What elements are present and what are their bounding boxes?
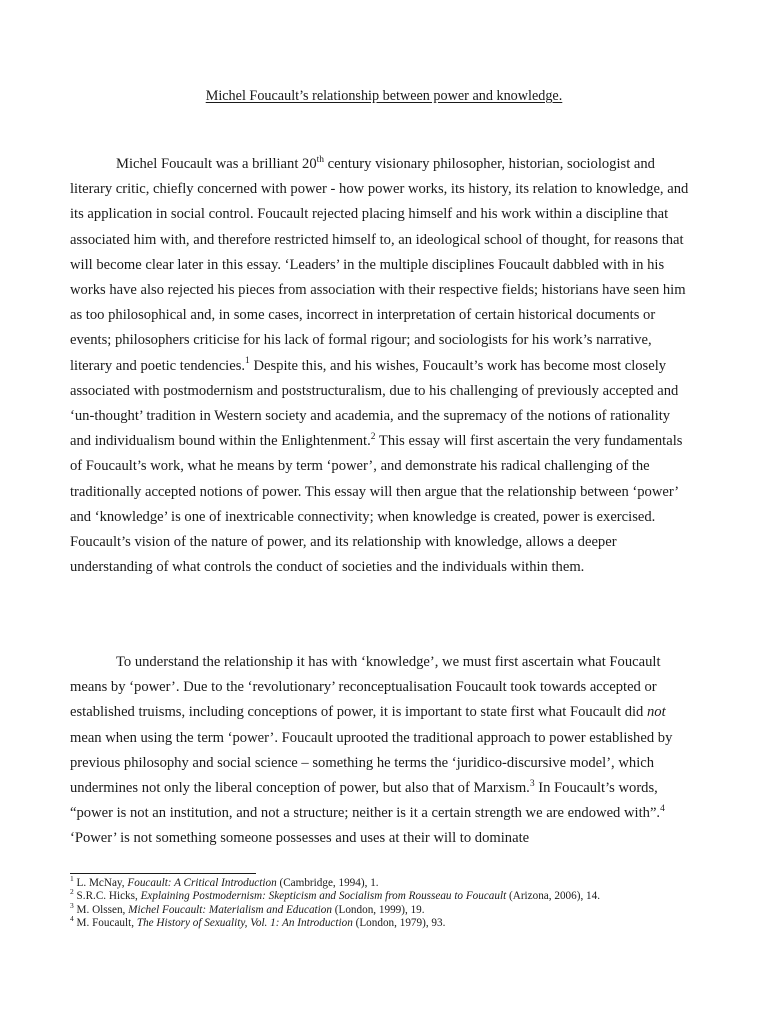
p2-text-a: To understand the relationship it has with ‘knowledge’, we must first ascertain what Foucault means by ‘power’. Due to the ‘revolutionary’ reconceptualisation Foucault took towards accepted or established truisms, including conceptions of power, it is important to state first what Foucault did	[70, 654, 661, 721]
footnote-ref-4[interactable]: 4	[660, 803, 665, 814]
footnote-ref-1[interactable]: 1	[245, 356, 250, 367]
p1-text-c: Despite this, and his wishes, Foucault’s work has become most closely associated with postmodernism and poststructuralism, due to his challenging of previously accepted and ‘un-thought’ tradition in Western society and academia, and the supremacy of the notions of rationality and individualism bound within the Enlightenment.	[70, 357, 679, 450]
footnote-number: 4	[70, 913, 74, 923]
footnote-number: 1	[70, 873, 74, 883]
footnote-publication: (London, 1979), 93.	[352, 917, 446, 930]
footnote-author: L. McNay,	[73, 877, 128, 889]
document-title	[0, 86, 768, 106]
footnote-number: 3	[70, 900, 74, 910]
footnote-work-title: Michel Foucault: Materialism and Education	[128, 903, 332, 916]
footnote-number: 2	[70, 887, 74, 897]
p1-text-b: century visionary philosopher, historian, sociologist and literary critic, chiefly concerned with power - how power works, its history, its relation to knowledge, and its application in social control. Foucault rejected placing himself and his work within a discipline that associated him with, and therefore restricted himself to, an ideological school of thought, for reasons that will become clear later in this essay. ‘Leaders’ in the multiple disciplines Foucault dabbled with in his works have also rejected his pieces from association with their respective fields; historians have seen him as too philosophical and, in some cases, incorrect in interpretation of certain historical documents or events; philosophers criticise for his lack of formal rigour; and sociologists for his work’s narrative, literary and poetic tendencies.	[70, 156, 689, 374]
footnotes	[70, 873, 730, 931]
title-text: Michel Foucault’s relationship between power and knowledge.	[205, 88, 563, 104]
footnote-author: M. Foucault,	[73, 917, 137, 930]
footnote-work-title: The History of Sexuality, Vol. 1: An Introduction	[136, 917, 353, 930]
paragraph-1	[70, 152, 694, 580]
ordinal-suffix: th	[316, 154, 325, 165]
footnote-3	[70, 900, 730, 917]
footnote-publication: (Arizona, 2006), 14.	[506, 890, 601, 903]
footnote-1	[70, 873, 730, 890]
footnote-4	[70, 913, 730, 930]
footnote-2	[70, 887, 730, 903]
footnote-work-title: Foucault: A Critical Introduction	[127, 877, 277, 889]
footnote-publication: (London, 1999), 19.	[331, 903, 425, 916]
footnote-divider	[70, 873, 256, 874]
footnote-author: M. Olssen,	[73, 903, 129, 916]
p2-text-b: mean when using the term ‘power’. Foucault uprooted the traditional approach to power established by previous philosophy and social science – something he terms the ‘juridico-discursive model’, which undermines not only the liberal conception of power, but also that of Marxism.	[70, 729, 673, 797]
paragraph-2	[70, 650, 694, 852]
footnote-publication: (Cambridge, 1994), 1.	[276, 877, 379, 889]
p1-text-d: This essay will first ascertain the very fundamentals of Foucault’s work, what he means by term ‘power’, and demonstrate his radical challenging of the traditionally accepted notions of power. This essay will then argue that the relationship between ‘power’ and ‘knowledge’ is one of inextricable connectivity; when knowledge is created, power is exercised. Foucault’s vision of the nature of power, and its relationship with knowledge, allows a deeper understanding of what controls the conduct of societies and the individuals within them.	[70, 433, 683, 576]
p2-emphasis: not	[647, 704, 666, 721]
footnote-author: S.R.C. Hicks,	[73, 890, 141, 903]
p1-text-a: Michel Foucault was a brilliant 20	[116, 156, 317, 172]
footnote-ref-3[interactable]: 3	[529, 778, 535, 789]
footnote-ref-2[interactable]: 2	[370, 431, 376, 442]
p2-text-d: ‘Power’ is not something someone possesses and uses at their will to dominate	[70, 830, 530, 847]
p2-text-c: In Foucault’s words, “power is not an institution, and not a structure; neither is it a certain strength we are endowed with”.	[70, 780, 661, 822]
footnote-work-title: Explaining Postmodernism: Skepticism and Socialism from Rousseau to Foucault	[140, 890, 507, 903]
